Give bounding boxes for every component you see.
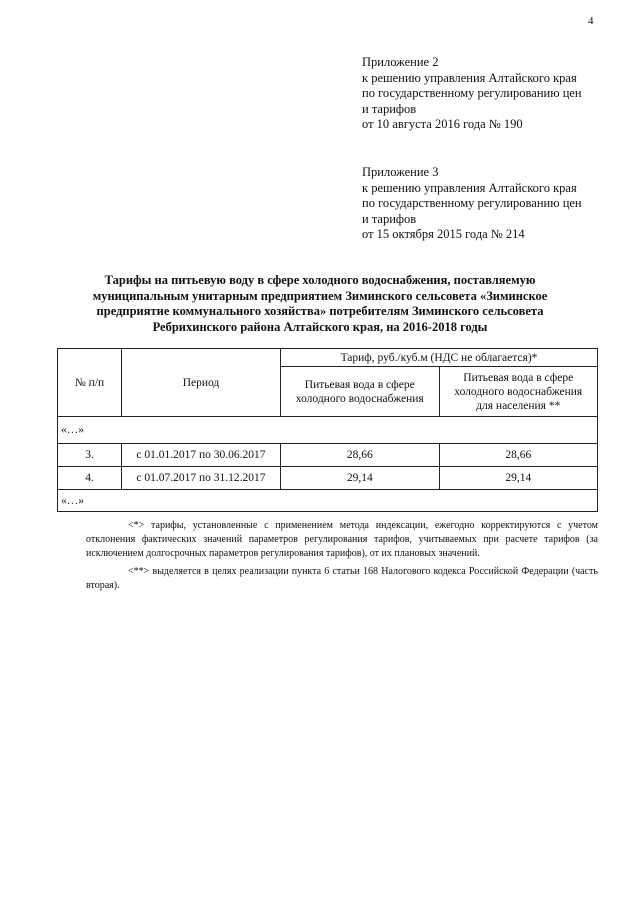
appendix-3-line: к решению управления Алтайского края — [362, 180, 577, 195]
header-water — [281, 367, 440, 417]
table-header-row — [58, 349, 598, 367]
footnote-2: <**> выделяется в целях реализации пункта 6 статьи 168 Налогового кодекса Российской Федерации (часть вторая). — [86, 566, 598, 591]
appendix-2-line: и тарифов — [362, 101, 417, 116]
appendix-3-line: и тарифов — [362, 211, 417, 226]
appendix-2-line: к решению управления Алтайского края — [362, 70, 577, 85]
ellipsis-top: «…» — [58, 417, 598, 444]
document-title — [60, 273, 580, 335]
title-line: Ребрихинского района Алтайского края, на 2016-2018 годы — [152, 319, 488, 334]
appendix-3-line: Приложение 3 — [362, 165, 439, 179]
row-water: 28,66 — [281, 444, 440, 467]
header-tariff: Тариф, руб./куб.м (НДС не облагается)* — [281, 349, 598, 367]
ellipsis-bottom: «…» — [58, 490, 598, 512]
appendix-3-line: от 15 октября 2015 года № 214 — [362, 227, 525, 241]
table-row — [58, 444, 598, 467]
header-water-line: Питьевая вода в сфере — [304, 378, 415, 391]
table-row-ellipsis — [58, 417, 598, 444]
row-period: с 01.07.2017 по 31.12.2017 — [122, 467, 281, 490]
header-population-line: холодного водоснабжения — [454, 385, 583, 398]
footnote-1: <*> тарифы, установленные с применением метода индексации, ежегодно корректируются с учетом отклонения фактических значений параметров регулирования тарифов, учитываемых при расчете тарифов (за исключением долгосрочных параметров регулирования тарифов), от их плановых значений. — [86, 520, 598, 559]
header-population-line: Питьевая вода в сфере — [463, 371, 574, 384]
appendix-2-line: от 10 августа 2016 года № 190 — [362, 117, 523, 131]
row-num: 3. — [58, 444, 122, 467]
title-line: предприятие коммунального хозяйства» потребителям Зиминского сельсовета — [96, 304, 544, 318]
footnotes — [86, 519, 598, 593]
appendix-2-line: по государственному регулированию цен — [362, 86, 582, 100]
row-population: 29,14 — [439, 467, 598, 490]
title-line: муниципальным унитарным предприятием Зиминского сельсовета «Зиминское — [92, 288, 548, 303]
page-number: 4 — [588, 15, 594, 27]
header-period: Период — [122, 349, 281, 417]
appendix-2-block — [362, 55, 612, 133]
tariff-table — [57, 348, 598, 512]
title-line: Тарифы на питьевую воду в сфере холодного водоснабжения, поставляемую — [104, 273, 536, 287]
header-population-line: для населения ** — [476, 399, 561, 412]
appendix-2-line: Приложение 2 — [362, 55, 439, 69]
row-population: 28,66 — [439, 444, 598, 467]
appendix-3-line: по государственному регулированию цен — [362, 196, 582, 210]
row-period: с 01.01.2017 по 30.06.2017 — [122, 444, 281, 467]
table-row-ellipsis — [58, 490, 598, 512]
appendix-3-block — [362, 165, 612, 243]
header-water-line: холодного водоснабжения — [295, 392, 424, 405]
header-population — [439, 367, 598, 417]
row-num: 4. — [58, 467, 122, 490]
header-num: № п/п — [58, 349, 122, 417]
table-row — [58, 467, 598, 490]
row-water: 29,14 — [281, 467, 440, 490]
